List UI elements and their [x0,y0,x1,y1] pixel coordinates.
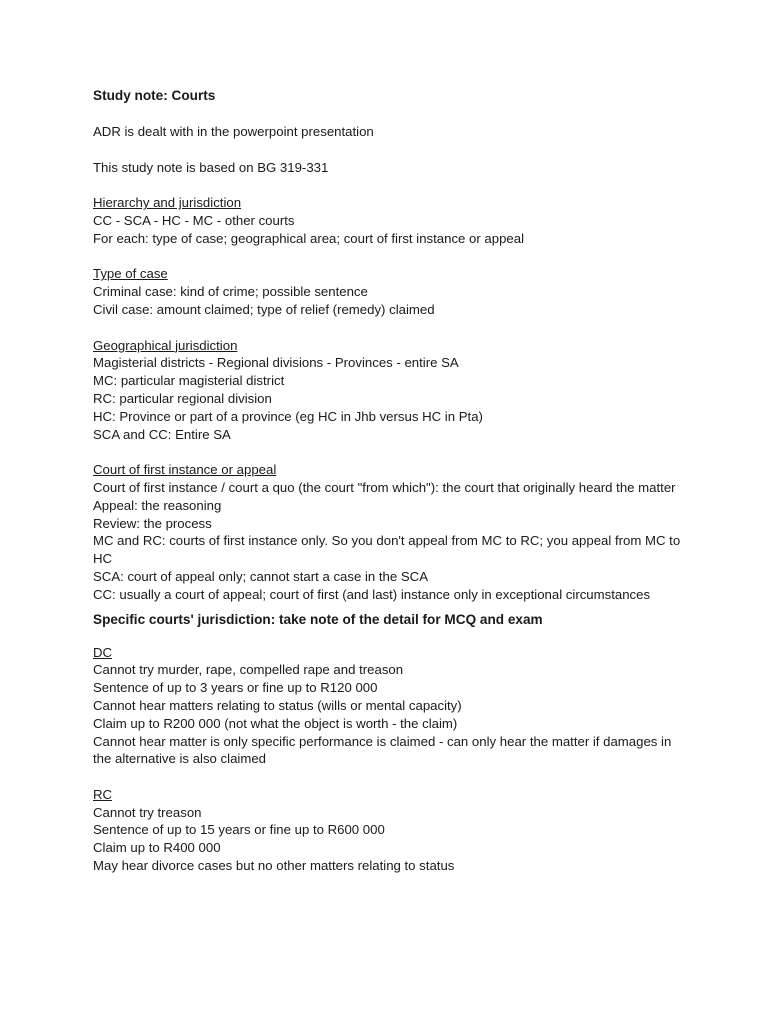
section-line: SCA: court of appeal only; cannot start a case in the SCA [93,568,428,584]
section-heading-hierarchy: Hierarchy and jurisdiction [93,195,242,211]
spacer [93,443,693,461]
spacer [93,248,693,266]
section-heading-dc: DC [93,644,113,660]
section-line: May hear divorce cases but no other matters relating to status [93,858,455,874]
section-line: MC: particular magisterial district [93,373,285,389]
section-line: HC: Province or part of a province (eg HC in Jhb versus HC in Pta) [93,408,483,424]
document-title: Study note: Courts [93,88,216,103]
specific-courts-title: Specific courts' jurisdiction: take note of the detail for MCQ and exam [93,611,543,627]
section-line: Sentence of up to 15 years or fine up to R600 000 [93,822,385,838]
spacer [93,319,693,337]
intro-line: ADR is dealt with in the powerpoint presentation [93,124,374,139]
section-line: Magisterial districts - Regional divisions - Provinces - entire SA [93,355,459,371]
section-heading-type-of-case: Type of case [93,266,168,282]
section-line: Claim up to R200 000 (not what the object is worth - the claim) [93,715,458,731]
section-line: SCA and CC: Entire SA [93,426,231,442]
section-line: CC: usually a court of appeal; court of first (and last) instance only in exceptional circumstances [93,586,651,602]
section-line: For each: type of case; geographical area; court of first instance or appeal [93,230,525,246]
section-heading-first-instance: Court of first instance or appeal [93,462,277,478]
section-line: Cannot hear matters relating to status (wills or mental capacity) [93,697,462,713]
section-line: Civil case: amount claimed; type of relief (remedy) claimed [93,301,435,317]
section-line: Cannot hear matter is only specific performance is claimed - can only hear the matter if damages in the alternative is also claimed [93,733,672,767]
section-line: MC and RC: courts of first instance only. So you don't appeal from MC to RC; you appeal from MC to HC [93,533,681,567]
intro-line: This study note is based on BG 319-331 [93,159,329,175]
document-page [93,86,693,875]
section-line: Cannot try treason [93,804,202,820]
spacer [93,176,693,194]
section-line: CC - SCA - HC - MC - other courts [93,212,295,228]
section-line: Review: the process [93,515,212,531]
section-line: Criminal case: kind of crime; possible sentence [93,284,368,300]
section-line: Claim up to R400 000 [93,840,221,856]
section-heading-geographical: Geographical jurisdiction [93,337,238,353]
section-line: RC: particular regional division [93,390,272,406]
spacer [93,141,693,159]
section-line: Appeal: the reasoning [93,497,222,513]
section-heading-rc: RC [93,786,113,802]
spacer [93,768,693,786]
section-line: Cannot try murder, rape, compelled rape and treason [93,662,404,678]
section-line: Sentence of up to 3 years or fine up to R120 000 [93,680,378,696]
section-line: Court of first instance / court a quo (the court "from which"): the court that originally heard the matter [93,479,676,495]
